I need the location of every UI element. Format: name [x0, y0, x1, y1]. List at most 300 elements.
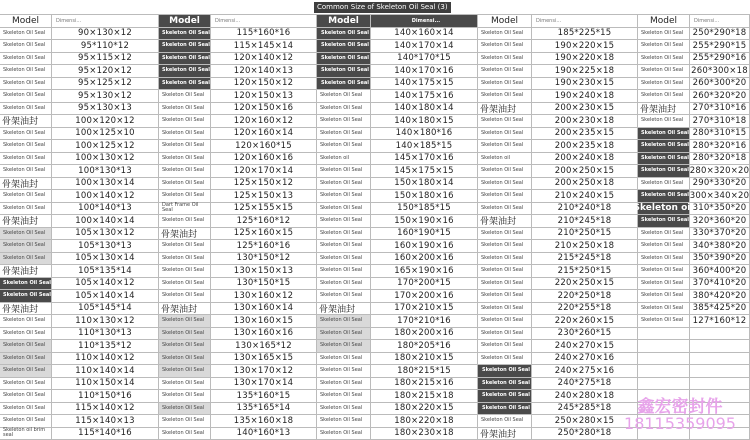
dimension-cell: 120×150×12 [211, 78, 317, 91]
model-cell: Skeleton Oil Seal [317, 403, 371, 416]
dimension-cell: 290*330*20 [690, 178, 750, 191]
empty-cell [638, 340, 690, 353]
dimension-cell: 125*160*12 [211, 215, 317, 228]
model-cell: Skeleton Oil Seal [0, 403, 52, 416]
dimension-cell: 185*225*15 [532, 28, 638, 41]
dimension-cell: 190×220×15 [532, 40, 638, 53]
model-cell: Skeleton Oil Seal [317, 115, 371, 128]
empty-cell [638, 353, 690, 366]
model-cell: Skeleton Oil Seal [159, 240, 211, 253]
model-cell: Skeleton Oil Seal [317, 128, 371, 141]
dimension-cell: 220*250*18 [532, 290, 638, 303]
dimension-cell: 380*420*20 [690, 290, 750, 303]
model-cell: Skeleton Oil Seal [159, 65, 211, 78]
model-cell: Skeleton Oil Seal [317, 178, 371, 191]
model-cell: Skeleton Oil Seal [159, 215, 211, 228]
dimension-cell: 240×270×16 [532, 353, 638, 366]
model-cell: Skeleton Oil Seal [478, 40, 532, 53]
dimension-cell: 140×160×14 [371, 28, 478, 41]
dimension-cell: 140×180×14 [371, 103, 478, 116]
model-cell: Skeleton Oil Seal [0, 203, 52, 216]
empty-cell [638, 328, 690, 341]
model-cell: Skeleton Oil Seal [638, 128, 690, 141]
model-cell: Skeleton Oil Seal [478, 115, 532, 128]
dimension-cell: 125×160×15 [211, 228, 317, 241]
dimension-cell: 260*300*20 [690, 78, 750, 91]
model-cell: Skeleton Oil Seal [478, 303, 532, 316]
model-cell: Skeleton Oil Seal [478, 78, 532, 91]
model-cell: Skeleton Oil Seal [317, 278, 371, 291]
model-cell: 骨架油封 [0, 115, 52, 128]
dimension-cell: 240*275*18 [532, 378, 638, 391]
model-cell: Skeleton Oil Seal [159, 278, 211, 291]
dimension-cell: 105*135*14 [52, 265, 159, 278]
page-title: Common Size of Skeleton Oil Seal (3) [314, 2, 451, 13]
model-cell: Skeleton Oil Seal [478, 353, 532, 366]
watermark-company: 鑫宏密封件 [638, 392, 723, 417]
model-cell: Skeleton oil [478, 153, 532, 166]
dimension-cell: 245*285*18 [532, 403, 638, 416]
dimension-cell: 120×170×14 [211, 165, 317, 178]
model-cell: Skeleton Oil Seal [0, 315, 52, 328]
dimension-cell: 240×270×15 [532, 340, 638, 353]
dimension-cell: 125×150×12 [211, 178, 317, 191]
model-cell: Skeleton Oil Seal [478, 178, 532, 191]
dimension-cell: 110*150*16 [52, 390, 159, 403]
dimension-cell: 170*200*15 [371, 278, 478, 291]
dimension-cell: 160×190×16 [371, 240, 478, 253]
model-cell: Skeleton Oil Seal [0, 78, 52, 91]
model-cell: Skeleton Oil Seal [317, 165, 371, 178]
dimension-cell: 130×150×13 [211, 265, 317, 278]
model-cell: Skeleton Oil Seal [317, 190, 371, 203]
dimension-cell: 135*165*14 [211, 403, 317, 416]
dimension-cell: 95×130×13 [52, 103, 159, 116]
model-cell: Skeleton Oil Seal [478, 415, 532, 428]
model-cell: Skeleton Oil Seal [478, 328, 532, 341]
model-cell: Skeleton Oil Seal [478, 165, 532, 178]
model-cell: Skeleton Oil Seal [159, 40, 211, 53]
model-cell: 骨架油封 [159, 303, 211, 316]
dimension-cell: 120×160×14 [211, 128, 317, 141]
dimension-cell: 170*210*16 [371, 315, 478, 328]
dimension-cell: 255*290*15 [690, 40, 750, 53]
dimension-cell: 120×140×13 [211, 65, 317, 78]
dimension-cell: 180×220×15 [371, 403, 478, 416]
dimension-cell: 125×155×15 [211, 203, 317, 216]
model-cell: Skeleton Oil Seal [638, 65, 690, 78]
dimension-cell: 280*320*16 [690, 140, 750, 153]
header-dimension: Dimensi... [690, 15, 750, 28]
model-cell: Skeleton Oil Seal [478, 228, 532, 241]
model-cell: Skeleton Oil Seal [317, 390, 371, 403]
dimension-cell: 120×160*15 [211, 140, 317, 153]
dimension-cell: 180×210×15 [371, 353, 478, 366]
empty-cell [638, 365, 690, 378]
model-cell: Skeleton Oil Seal [317, 53, 371, 66]
dimension-cell: 115*160*16 [211, 28, 317, 41]
dimension-cell [690, 340, 750, 353]
dimension-cell: 180×230×18 [371, 428, 478, 440]
model-cell: Skeleton Oil Seal [159, 140, 211, 153]
dimension-cell: 220*255*18 [532, 303, 638, 316]
dimension-cell [690, 328, 750, 341]
dimension-cell: 270*310*18 [690, 115, 750, 128]
model-cell: Skeleton Oil Seal [0, 228, 52, 241]
model-cell: Skeleton Oil Seal [0, 128, 52, 141]
dimension-cell: 130×165×15 [211, 353, 317, 366]
model-cell: Skeleton Oil Seal [159, 53, 211, 66]
model-cell: Skeleton Oil Seal [638, 315, 690, 328]
model-cell: Skeleton Oil Seal [317, 215, 371, 228]
model-cell: Skeleton Oil Seal [0, 40, 52, 53]
dimension-cell: 125*160*16 [211, 240, 317, 253]
dimension-cell: 127*160*12 [690, 315, 750, 328]
model-cell: Skeleton Oil Seal [317, 140, 371, 153]
dimension-cell [690, 378, 750, 391]
dimension-cell: 240×280×18 [532, 390, 638, 403]
model-cell: 骨架油封 [0, 265, 52, 278]
dimension-cell: 200×230×18 [532, 115, 638, 128]
header-model: Model [317, 15, 371, 28]
model-cell: Skeleton Oil Seal [638, 253, 690, 266]
dimension-cell: 95×120×12 [52, 65, 159, 78]
model-cell: Skeleton Oil Seal [317, 40, 371, 53]
model-cell: Skeleton Oil Seal [159, 378, 211, 391]
model-cell: Skeleton Oil Seal [159, 328, 211, 341]
dimension-cell: 135*160*15 [211, 390, 317, 403]
dimension-cell: 105×130×14 [52, 253, 159, 266]
model-cell: Skeleton Oil Seal [478, 203, 532, 216]
dimension-cell: 140×185*15 [371, 140, 478, 153]
dimension-cell: 180×200×16 [371, 328, 478, 341]
model-cell: Skeleton Oil Seal [317, 378, 371, 391]
dimension-cell: 95*110*12 [52, 40, 159, 53]
model-cell: Skeleton Oil Seal [0, 415, 52, 428]
dimension-cell: 110×140×14 [52, 365, 159, 378]
header-model: Model [0, 15, 52, 28]
header-model: Model [638, 15, 690, 28]
dimension-cell: 120×160×16 [211, 153, 317, 166]
dimension-cell: 340*380*20 [690, 240, 750, 253]
dimension-cell: 210*245*18 [532, 215, 638, 228]
dimension-cell: 150×180×14 [371, 178, 478, 191]
model-cell: Skeleton Oil Seal [159, 340, 211, 353]
model-cell: 骨架油封 [638, 103, 690, 116]
dimension-cell: 170×210×15 [371, 303, 478, 316]
model-cell: Skeleton Oil Seal [159, 103, 211, 116]
dimension-cell: 95×130×12 [52, 90, 159, 103]
model-cell: Skeleton Oil Seal [478, 290, 532, 303]
model-cell: Skeleton Oil Seal [638, 228, 690, 241]
model-cell: Skeleton Oil Seal [638, 303, 690, 316]
dimension-cell: 100×130×14 [52, 178, 159, 191]
model-cell: Skeleton Oil Seal [638, 53, 690, 66]
dimension-cell: 200×250×15 [532, 165, 638, 178]
dimension-cell: 130×160×16 [211, 328, 317, 341]
dimension-cell: 130×160×14 [211, 303, 317, 316]
model-cell: Skeleton Oil Seal [0, 253, 52, 266]
dimension-cell: 110*130*13 [52, 328, 159, 341]
dimension-cell: 120×160×12 [211, 115, 317, 128]
dimension-cell: 140×170×14 [371, 40, 478, 53]
model-cell: Skeleton Oil Seal [478, 90, 532, 103]
model-cell: Skeleton Oil Seal [317, 90, 371, 103]
model-cell: 骨架油封 [478, 215, 532, 228]
model-cell: Skeleton Oil Seal [317, 365, 371, 378]
dimension-cell: 250×280×15 [532, 415, 638, 428]
dimension-cell: 215*250*15 [532, 265, 638, 278]
dimension-cell: 350*390*20 [690, 253, 750, 266]
dimension-cell: 220×260×15 [532, 315, 638, 328]
model-cell: Skeleton Oil Seal [638, 290, 690, 303]
model-cell: Skeleton Oil Seal [0, 140, 52, 153]
model-cell: Skeleton Oil Seal [159, 265, 211, 278]
dimension-cell: 180×215×16 [371, 378, 478, 391]
dimension-cell: 230*260*15 [532, 328, 638, 341]
dimension-cell: 210×240×15 [532, 190, 638, 203]
dimension-cell: 210*240*18 [532, 203, 638, 216]
header-model: Model [159, 15, 211, 28]
model-cell: Skeleton Oil Seal [0, 165, 52, 178]
model-cell: Skeleton Oil Seal [317, 328, 371, 341]
dimension-cell: 255*290*16 [690, 53, 750, 66]
header-dimension: Dimensi... [52, 15, 159, 28]
model-cell: Skeleton Oil Seal [317, 203, 371, 216]
model-cell: Skeleton Oil Seal [159, 315, 211, 328]
model-cell: Skeleton Oil Seal [0, 28, 52, 41]
model-cell: Skeleton Oil Seal [638, 78, 690, 91]
dimension-cell: 385*425*20 [690, 303, 750, 316]
model-cell: Skeleton Oil Seal [317, 253, 371, 266]
dimension-cell: 105×140×14 [52, 290, 159, 303]
dimension-cell: 260*320*20 [690, 90, 750, 103]
dimension-cell: 180*215*15 [371, 365, 478, 378]
dimension-cell: 140×170×16 [371, 65, 478, 78]
dimension-cell: 120×140×12 [211, 53, 317, 66]
model-cell: Skeleton Oil Seal [0, 290, 52, 303]
model-cell: Skeleton Oil Seal [317, 315, 371, 328]
dimension-cell: 100×140×12 [52, 190, 159, 203]
dimension-cell: 130×160×12 [211, 290, 317, 303]
dimension-cell: 310*350*20 [690, 203, 750, 216]
dimension-cell: 115×145×14 [211, 40, 317, 53]
dimension-cell: 100×125×10 [52, 128, 159, 141]
model-cell: Skeleton Oil Seal [0, 278, 52, 291]
model-cell: Skeleton Oil Seal [159, 290, 211, 303]
model-cell: Skeleton Oil Seal [317, 228, 371, 241]
model-cell: Skeleton Oil Seal [478, 65, 532, 78]
model-cell: Skeleton Oil Seal [0, 353, 52, 366]
dimension-cell: 215*245*18 [532, 253, 638, 266]
dimension-cell: 110×130×12 [52, 315, 159, 328]
dimension-cell: 200×240×18 [532, 153, 638, 166]
model-cell: Skeleton Oil Seal [478, 190, 532, 203]
model-cell: Skeleton Oil Seal [478, 28, 532, 41]
model-cell: Skeleton Oil Seal [638, 165, 690, 178]
model-cell: 骨架油封 [478, 103, 532, 116]
model-cell: Skeleton Oil Seal [317, 428, 371, 440]
dimension-cell: 250*280*18 [532, 428, 638, 440]
model-cell: Skeleton Oil Seal [638, 153, 690, 166]
dimension-cell: 200×235×18 [532, 140, 638, 153]
dimension-cell: 150*185*15 [371, 203, 478, 216]
dimension-cell: 90×130×12 [52, 28, 159, 41]
model-cell: Skeleton Oil Seal [638, 140, 690, 153]
dimension-cell: 105×130×12 [52, 228, 159, 241]
model-cell: 骨架油封 [0, 178, 52, 191]
model-cell: Dart Frame Oil Seal [159, 203, 211, 216]
model-cell: Skeleton Oil Seal [159, 403, 211, 416]
dimension-cell: 280*320*18 [690, 153, 750, 166]
dimension-cell: 200×235×15 [532, 128, 638, 141]
dimension-cell: 250*290*18 [690, 28, 750, 41]
dimension-cell: 100*130*13 [52, 165, 159, 178]
model-cell: Skeleton Oil Seal [317, 240, 371, 253]
dimension-cell: 160×200×16 [371, 253, 478, 266]
dimension-cell: 115×140×12 [52, 403, 159, 416]
dimension-cell: 160*190*15 [371, 228, 478, 241]
dimension-cell: 165×190×16 [371, 265, 478, 278]
dimension-cell: 140×180×15 [371, 115, 478, 128]
dimension-cell: 210×250×18 [532, 240, 638, 253]
model-cell: Skeleton Oil Seal [478, 278, 532, 291]
model-cell: Skeleton Oil Seal [159, 390, 211, 403]
model-cell: Skeleton Oil Seal [478, 378, 532, 391]
model-cell: Skeleton Oil Seal [159, 165, 211, 178]
model-cell: Skeleton Oil Seal [317, 265, 371, 278]
dimension-cell: 105×140×12 [52, 278, 159, 291]
dimension-cell: 95×125×12 [52, 78, 159, 91]
dimension-cell: 145×170×16 [371, 153, 478, 166]
model-cell: Skeleton Oil Seal [0, 340, 52, 353]
dimension-cell: 120×150×16 [211, 103, 317, 116]
dimension-cell: 200×230×15 [532, 103, 638, 116]
dimension-cell: 120×150×13 [211, 90, 317, 103]
oil-seal-size-table [0, 14, 750, 440]
dimension-cell: 145×175×15 [371, 165, 478, 178]
watermark-phone: 18115359095 [624, 414, 736, 433]
model-cell: Skeleton Oil Seal [159, 90, 211, 103]
model-cell: Skeleton Oil Seal [478, 53, 532, 66]
dimension-cell: 140*160*13 [211, 428, 317, 440]
dimension-cell: 330*370*20 [690, 228, 750, 241]
dimension-cell: 110*135*12 [52, 340, 159, 353]
model-cell: Skeleton Oil Seal [638, 115, 690, 128]
model-cell: Skeleton Oil Seal [159, 153, 211, 166]
model-cell: Skeleton oil [317, 153, 371, 166]
dimension-cell: 135×160×18 [211, 415, 317, 428]
dimension-cell: 280*310*15 [690, 128, 750, 141]
model-cell: Skeleton Oil Seal [0, 190, 52, 203]
model-cell: Skeleton Oil Seal [159, 178, 211, 191]
dimension-cell: 100×140×14 [52, 215, 159, 228]
model-cell: Skeleton Oil Seal [638, 240, 690, 253]
header-dimension: Dimensi... [371, 15, 478, 28]
header-model: Model [478, 15, 532, 28]
dimension-cell: 300×340×20 [690, 190, 750, 203]
model-cell: Skeleton Oil Seal [0, 153, 52, 166]
model-cell: Skeleton Oil Seal [317, 353, 371, 366]
dimension-cell: 260*300×18 [690, 65, 750, 78]
model-cell: Skeleton Oil Seal [159, 128, 211, 141]
dimension-cell: 150×180×16 [371, 190, 478, 203]
dimension-cell: 100×130×12 [52, 153, 159, 166]
dimension-cell: 100×125×12 [52, 140, 159, 153]
dimension-cell: 220×250×15 [532, 278, 638, 291]
model-cell: Skeleton Oil Seal [478, 265, 532, 278]
model-cell: Skeleton Oil Seal [0, 90, 52, 103]
model-cell: Skeleton Oil Seal [159, 115, 211, 128]
model-cell: Skeleton Oil Seal [317, 415, 371, 428]
model-cell: Skeleton Oil Seal [317, 103, 371, 116]
model-cell: Skeleton Oil Seal [478, 340, 532, 353]
dimension-cell: 130*150*12 [211, 253, 317, 266]
dimension-cell: 140×175×15 [371, 78, 478, 91]
dimension-cell: 240×275×16 [532, 365, 638, 378]
model-cell: Skeleton Oil Seal [159, 353, 211, 366]
model-cell: Skeleton Oil Seal [0, 390, 52, 403]
model-cell: Skeleton Oil Seal [478, 315, 532, 328]
model-cell: Skeleton Oil Seal [0, 53, 52, 66]
model-cell: 骨架油封 [0, 303, 52, 316]
dimension-cell [690, 353, 750, 366]
dimension-cell: 130×170×14 [211, 378, 317, 391]
model-cell: Skeleton Oil Seal [0, 328, 52, 341]
dimension-cell: 170×200×16 [371, 290, 478, 303]
model-cell: Skeleton Oil Seal [638, 265, 690, 278]
dimension-cell: 360*400*20 [690, 265, 750, 278]
model-cell: 骨架油封 [478, 428, 532, 440]
dimension-cell: 140×175×16 [371, 90, 478, 103]
model-cell: Skeleton Oil Seal [638, 40, 690, 53]
dimension-cell: 150×190×16 [371, 215, 478, 228]
dimension-cell: 105*130*13 [52, 240, 159, 253]
model-cell: Skeleton Oil Seal [0, 365, 52, 378]
model-cell: Skeleton Oil Seal [638, 278, 690, 291]
dimension-cell: 100*140*13 [52, 203, 159, 216]
dimension-cell: 320*360*20 [690, 215, 750, 228]
model-cell: Skeleton Oil Seal [478, 140, 532, 153]
model-cell: Skeleton Oil Seal [478, 240, 532, 253]
model-cell: Skeleton Oil Seal [317, 290, 371, 303]
dimension-cell: 130×170×12 [211, 365, 317, 378]
model-cell: Skeleton Oil Seal [0, 378, 52, 391]
model-cell: Skeleton Oil Seal [478, 128, 532, 141]
model-cell: Skeleton Oil Seal [159, 78, 211, 91]
model-cell: Skeleton Oil Seal [638, 190, 690, 203]
model-cell: Skeleton Oil Seal [0, 240, 52, 253]
header-dimension: Dimensi... [532, 15, 638, 28]
empty-cell [638, 378, 690, 391]
model-cell: Skeleton Oil Seal [0, 103, 52, 116]
dimension-cell: 105*145*14 [52, 303, 159, 316]
model-cell: 骨架油封 [0, 215, 52, 228]
dimension-cell: 280×320×20 [690, 165, 750, 178]
dimension-cell: 190×220×18 [532, 53, 638, 66]
dimension-cell [690, 365, 750, 378]
model-cell: Skeleton Oil Seal [317, 28, 371, 41]
dimension-cell: 115×140×13 [52, 415, 159, 428]
header-dimension: Dimensi... [211, 15, 317, 28]
dimension-cell: 200×250×18 [532, 178, 638, 191]
model-cell: Skeleton Oil Seal [159, 253, 211, 266]
dimension-cell: 190×230×15 [532, 78, 638, 91]
dimension-cell: 210*250*15 [532, 228, 638, 241]
dimension-cell: 370*410*20 [690, 278, 750, 291]
dimension-cell: 130*150*15 [211, 278, 317, 291]
model-cell: Skeleton Oil Seal [638, 90, 690, 103]
